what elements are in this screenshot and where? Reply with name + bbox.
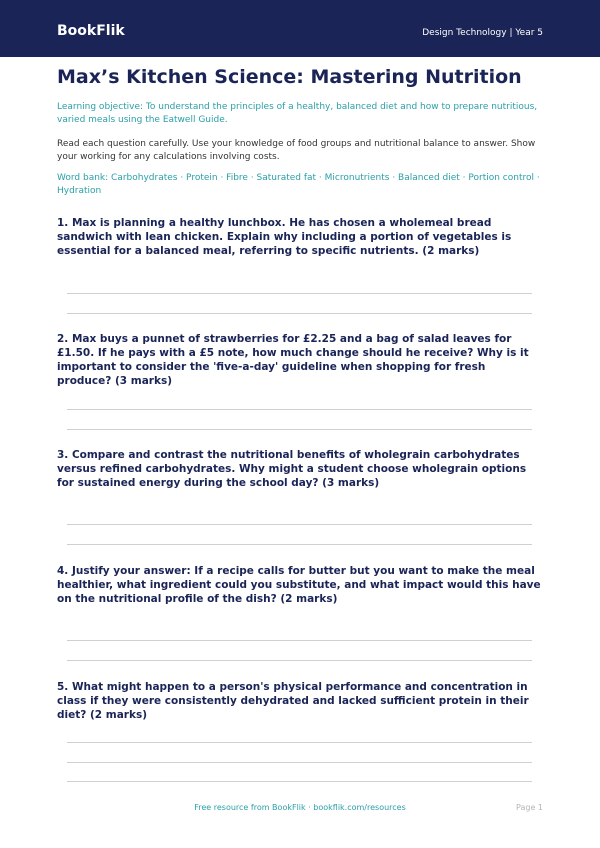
question-3: 3. Compare and contrast the nutritional benefits of wholegrain carbohydrates versus refined carbohydrates. Why might a student choose wholegrain options for sustained energy during the school day? (3 marks) [57,449,527,489]
footer-credit: Free resource from BookFlik · bookflik.com/resources [194,803,406,812]
answer-line[interactable] [67,660,532,661]
subject-label: Design Technology | Year 5 [422,28,543,38]
page-number: Page 1 [516,803,543,812]
answer-line[interactable] [67,544,532,545]
page-title: Max’s Kitchen Science: Mastering Nutrition [57,66,522,88]
word-bank: Word bank: Carbohydrates · Protein · Fibre · Saturated fat · Micronutrients · Balanced diet · Portion control · Hydration [57,173,540,196]
answer-line[interactable] [67,429,532,430]
answer-line[interactable] [67,313,532,314]
page-header [0,0,600,57]
answer-line[interactable] [67,293,532,294]
question-5: 5. What might happen to a person's physical performance and concentration in class if they were consistently dehydrated and lacked sufficient protein in their diet? (2 marks) [57,681,529,721]
question-1: 1. Max is planning a healthy lunchbox. He has chosen a wholemeal bread sandwich with lean chicken. Explain why including a portion of vegetables is essential for a balanced meal, referring to specific nutrients. (2 marks) [57,217,512,257]
answer-line[interactable] [67,781,532,782]
question-2: 2. Max buys a punnet of strawberries for £2.25 and a bag of salad leaves for £1.50. If he pays with a £5 note, how much change should he receive? Why is it important to consider the 'five-a-day' guideline when shopping for fresh produce? (3 marks) [57,333,529,387]
answer-line[interactable] [67,762,532,763]
answer-line[interactable] [67,409,532,410]
question-4: 4. Justify your answer: If a recipe calls for butter but you want to make the meal healthier, what ingredient could you substitute, and what impact would this have on the nutritional profile of the dish? (2 marks) [57,565,541,605]
learning-objective: Learning objective: To understand the principles of a healthy, balanced diet and how to prepare nutritious, varied meals using the Eatwell Guide. [57,102,538,125]
brand-logo: BookFlik [57,23,125,39]
answer-line[interactable] [67,742,532,743]
answer-line[interactable] [67,524,532,525]
answer-line[interactable] [67,640,532,641]
instructions: Read each question carefully. Use your knowledge of food groups and nutritional balance to answer. Show your working for any calculations involving costs. [57,139,536,162]
